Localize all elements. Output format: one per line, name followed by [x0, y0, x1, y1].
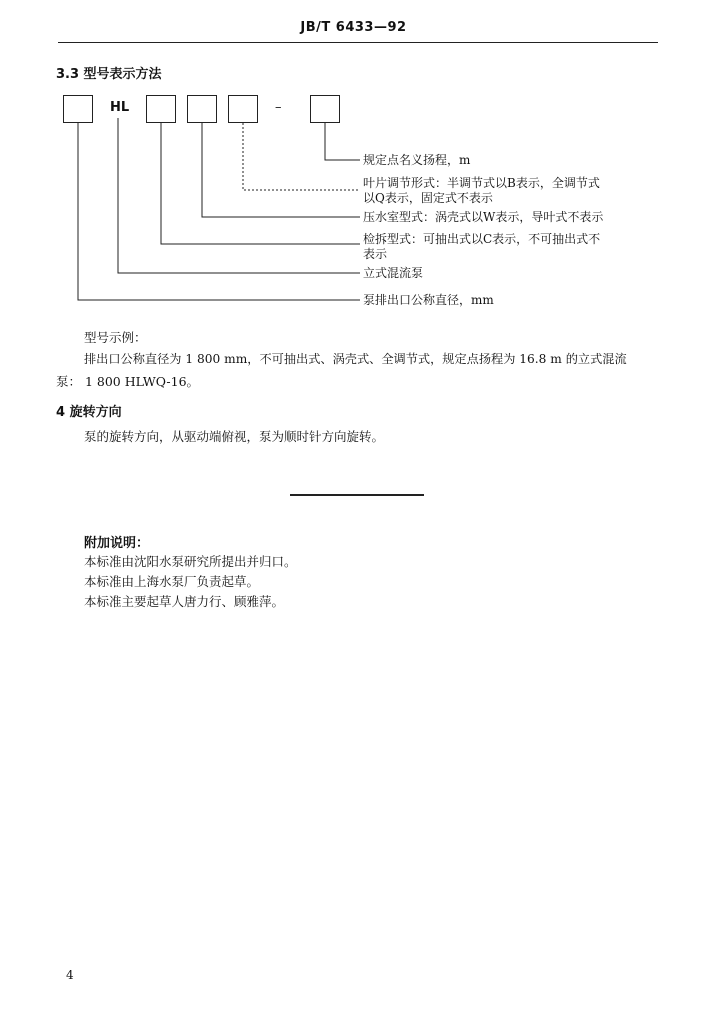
section-3-3-title: 3.3 型号表示方法 — [56, 67, 162, 82]
code-fixed-hl: HL — [110, 100, 130, 115]
label-disassembly-1: 检拆型式：可抽出式以C表示，不可抽出式不 — [363, 232, 601, 246]
code-dash: – — [275, 100, 282, 115]
leader-lines — [0, 0, 707, 320]
label-diameter: 泵排出口公称直径，mm — [363, 293, 494, 307]
label-head: 规定点名义扬程，m — [363, 153, 471, 167]
page-number: 4 — [66, 968, 74, 982]
notes-line-2: 本标准由上海水泵厂负责起草。 — [84, 574, 260, 589]
label-disassembly-2: 表示 — [363, 247, 388, 261]
notes-line-1: 本标准由沈阳水泵研究所提出并归口。 — [84, 554, 297, 569]
label-pump-type: 立式混流泵 — [363, 266, 424, 280]
end-divider — [290, 494, 424, 496]
section-4-text: 泵的旋转方向，从驱动端俯视，泵为顺时针方向旋转。 — [84, 429, 385, 444]
notes-heading: 附加说明： — [84, 536, 150, 551]
example-heading: 型号示例： — [84, 330, 147, 345]
section-4-title: 4 旋转方向 — [56, 405, 122, 420]
notes-line-3: 本标准主要起草人唐力行、顾雅萍。 — [84, 594, 285, 609]
example-line-1: 排出口公称直径为 1 800 mm，不可抽出式、涡壳式、全调节式，规定点扬程为 16.8 m 的立式混流 — [84, 352, 627, 366]
label-volute: 压水室型式：涡壳式以W表示，导叶式不表示 — [363, 210, 604, 224]
label-blade-2: 以Q表示，固定式不表示 — [363, 191, 493, 205]
example-line-2: 泵： 1 800 HLWQ-16。 — [56, 374, 200, 389]
label-blade-1: 叶片调节形式：半调节式以B表示，全调节式 — [363, 176, 600, 190]
document-code: JB/T 6433—92 — [300, 20, 407, 35]
